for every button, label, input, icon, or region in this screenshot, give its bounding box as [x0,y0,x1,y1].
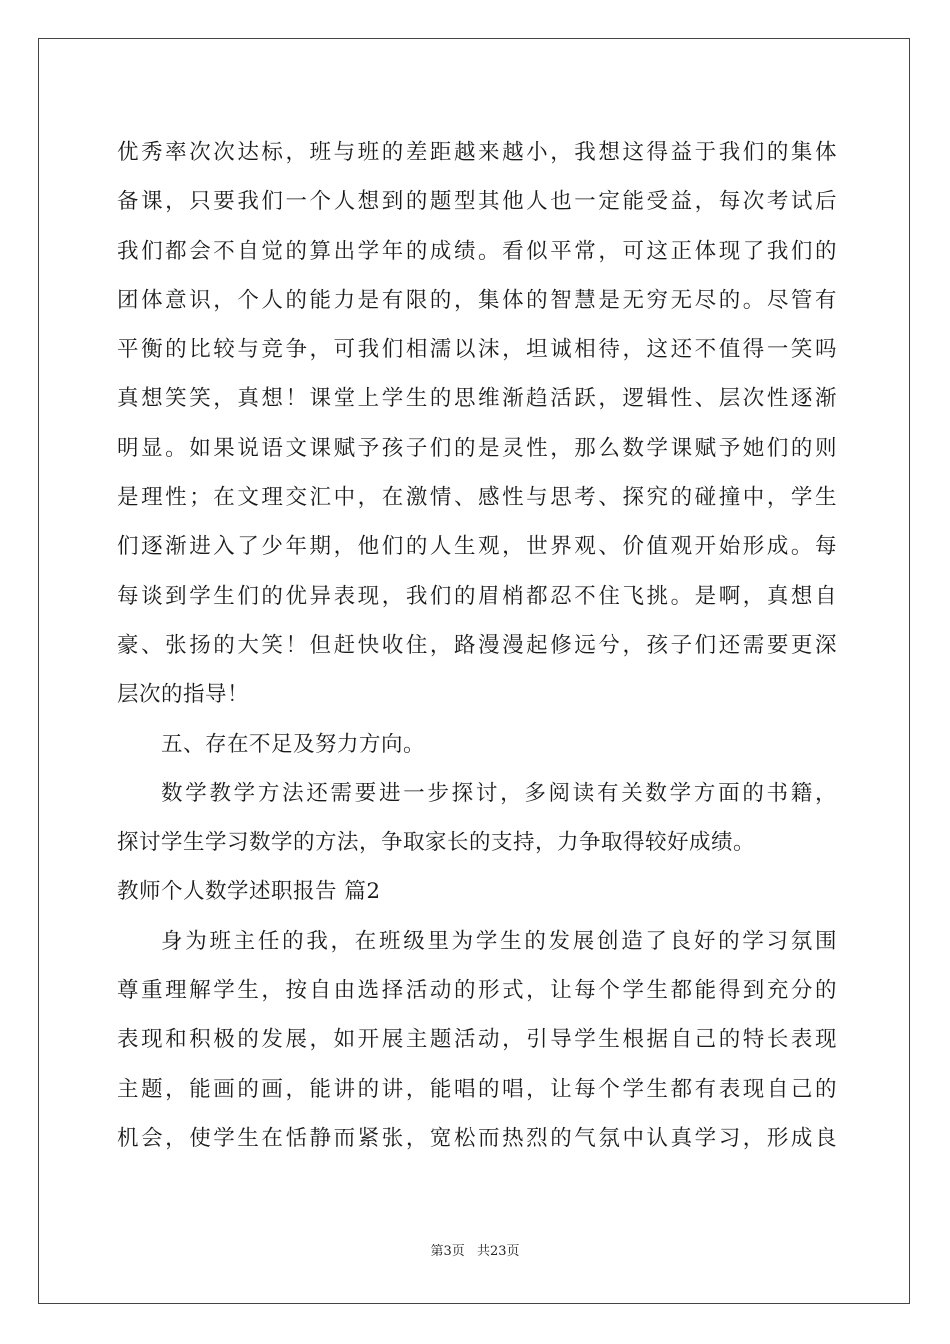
text-line: 真想笑笑，真想！课堂上学生的思维渐趋活跃，逻辑性、层次性逐渐 [117,386,837,412]
text-line: 是理性；在文理交汇中，在激情、感性与思考、探究的碰撞中，学生 [117,485,837,511]
text-line: 主题，能画的画，能讲的讲，能唱的唱，让每个学生都有表现自己的 [117,1076,837,1102]
text-line: 团体意识，个人的能力是有限的，集体的智慧是无穷无尽的。尽管有 [117,287,837,313]
text-line: 我们都会不自觉的算出学年的成绩。看似平常，可这正体现了我们的 [117,238,837,264]
text-line: 优秀率次次达标，班与班的差距越来越小，我想这得益于我们的集体 [117,140,837,165]
text-line: 豪、张扬的大笑！但赶快收住，路漫漫起修远兮，孩子们还需要更深 [117,632,837,658]
text-line: 每谈到学生们的优异表现，我们的眉梢都忍不住飞挑。是啊，真想自 [117,583,837,609]
text-line: 明显。如果说语文课赋予孩子们的是灵性，那么数学课赋予她们的则 [117,435,837,461]
page-footer [0,1240,950,1259]
text-line: 表现和积极的发展，如开展主题活动，引导学生根据自己的特长表现 [117,1027,837,1053]
text-line: 探讨学生学习数学的方法，争取家长的支持，力争取得较好成绩。 [117,830,756,856]
text-line: 数学教学方法还需要进一步探讨，多阅读有关数学方面的书籍， [161,780,837,806]
text-line: 层次的指导！ [117,682,250,708]
document-body [117,128,837,1163]
text-line: 尊重理解学生，按自由选择活动的形式，让每个学生都能得到充分的 [117,978,837,1004]
page-total: 共23页 [476,1244,520,1259]
text-line: 备课，只要我们一个人想到的题型其他人也一定能受益，每次考试后 [117,189,837,215]
page-number: 第3页 [430,1244,465,1259]
text-line: 平衡的比较与竞争，可我们相濡以沫，坦诚相待，这还不值得一笑吗 [117,337,837,363]
text-line: 机会，使学生在恬静而紧张，宽松而热烈的气氛中认真学习，形成良 [117,1125,837,1151]
text-line: 们逐渐进入了少年期，他们的人生观，世界观、价值观开始形成。每 [117,534,837,560]
text-line: 五、存在不足及努力方向。 [161,731,426,757]
section-heading: 教师个人数学述职报告 篇2 [117,879,381,905]
text-line: 身为班主任的我，在班级里为学生的发展创造了良好的学习氛围 [161,928,837,954]
